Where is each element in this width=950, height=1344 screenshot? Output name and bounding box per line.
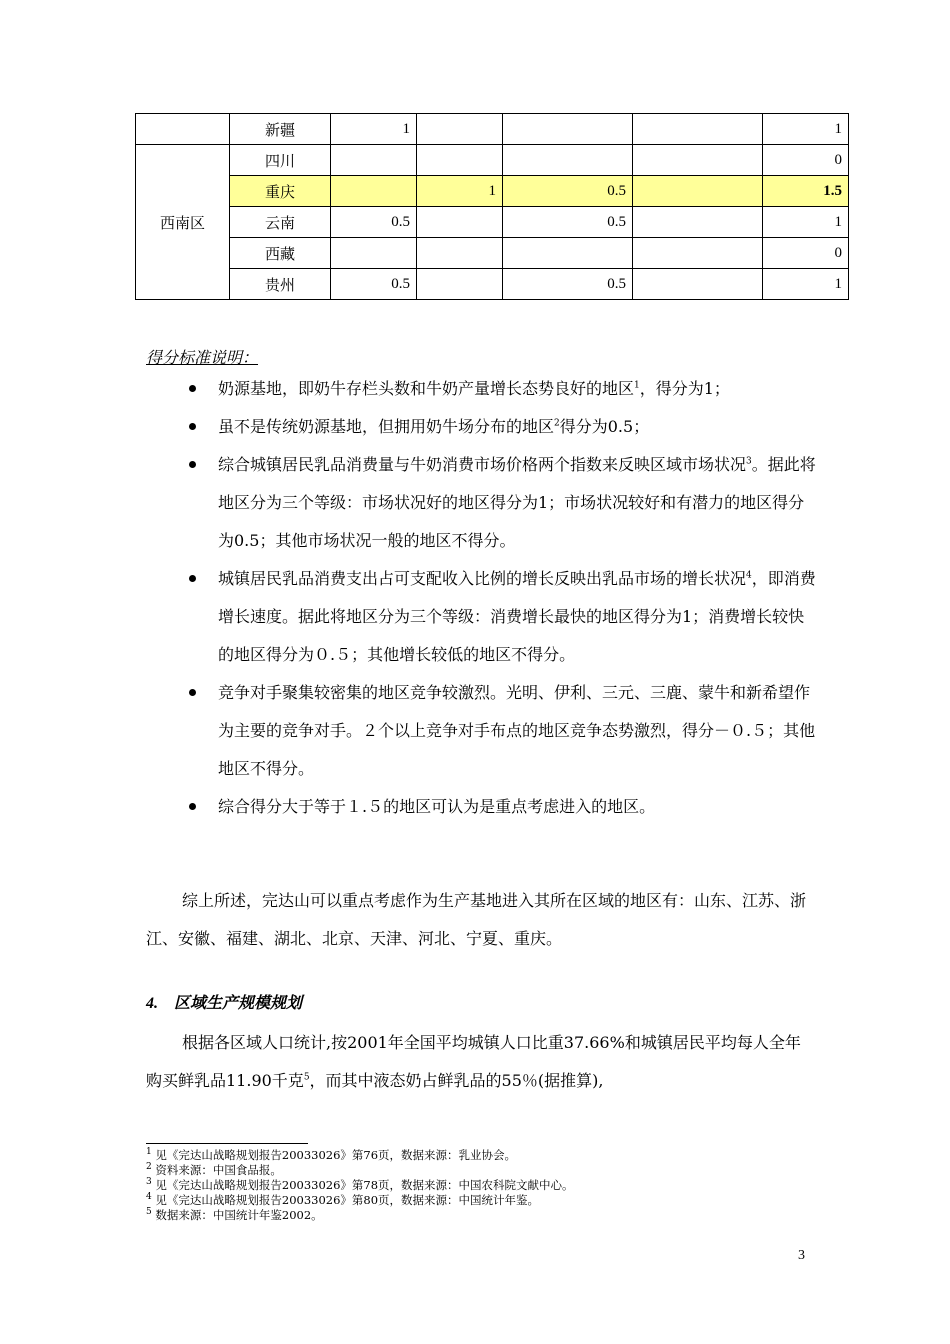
footnote-text: 见《完达山战略规划报告20033026》第78页，数据来源：中国农科院文献中心。	[151, 1178, 574, 1192]
footnote-separator	[146, 1143, 308, 1144]
list-item	[146, 408, 816, 446]
province-cell: 新疆	[230, 114, 331, 145]
table-row-highlighted	[136, 176, 849, 207]
score-cell	[417, 238, 503, 269]
footnote-ref: 4	[746, 570, 752, 581]
footnote-mark: 5	[146, 1207, 152, 1218]
table-row	[136, 207, 849, 238]
footnotes	[146, 1148, 826, 1223]
table-row	[136, 145, 849, 176]
province-cell: 云南	[230, 207, 331, 238]
total-score-cell: 1	[763, 269, 849, 300]
bullet-icon	[189, 803, 196, 810]
bullet-icon	[189, 689, 196, 696]
score-cell	[503, 238, 633, 269]
bullet-icon	[189, 385, 196, 392]
footnote-text: 资料来源：中国食品报。	[151, 1163, 282, 1177]
page-number: 3	[798, 1248, 805, 1263]
score-cell: 0.5	[331, 207, 417, 238]
table-row	[136, 238, 849, 269]
section-paragraph	[146, 1024, 816, 1100]
summary-paragraph: 综上所述，完达山可以重点考虑作为生产基地进入其所在区域的地区有：山东、江苏、浙江、安徽、福建、湖北、北京、天津、河北、宁夏、重庆。	[146, 891, 807, 948]
score-cell	[331, 145, 417, 176]
bullet-icon	[189, 423, 196, 430]
section-title	[146, 990, 302, 1013]
footnote	[146, 1193, 826, 1208]
paragraph-text: 根据各区域人口统计,按2001年全国平均城镇人口比重37.66%和城镇居民平均每人全年购买鲜乳品11.90千克	[146, 1033, 801, 1090]
bullet-icon	[189, 461, 196, 468]
bullet-text: ，得分为1；	[639, 379, 730, 398]
list-item	[146, 446, 816, 560]
score-cell	[417, 269, 503, 300]
footnote	[146, 1163, 826, 1178]
total-score-cell: 1	[763, 207, 849, 238]
criteria-list	[146, 370, 816, 826]
section-number: 4.	[146, 995, 158, 1012]
score-cell	[503, 145, 633, 176]
score-table	[135, 113, 849, 300]
list-item	[146, 560, 816, 674]
footnote-ref: 1	[634, 380, 640, 391]
footnote-text: 见《完达山战略规划报告20033026》第76页，数据来源：乳业协会。	[151, 1148, 517, 1162]
footnote	[146, 1148, 826, 1163]
footnote-text: 见《完达山战略规划报告20033026》第80页，数据来源：中国统计年鉴。	[151, 1193, 540, 1207]
region-cell	[136, 114, 230, 145]
section-title-text: 区域生产规模规划	[174, 993, 303, 1012]
paragraph-text: ，而其中液态奶占鲜乳品的55％(据推算),	[309, 1071, 604, 1090]
score-cell	[633, 269, 763, 300]
bullet-icon	[189, 575, 196, 582]
footnote	[146, 1208, 826, 1223]
list-item	[146, 370, 816, 408]
province-cell: 四川	[230, 145, 331, 176]
bullet-text: 虽不是传统奶源基地，但拥用奶牛场分布的地区	[218, 417, 555, 436]
total-score-cell: 0	[763, 238, 849, 269]
footnote-ref: 3	[746, 456, 752, 467]
bullet-text: ，即消费增长速度。据此将地区分为三个等级：消费增长最快的地区得分为1；消费增长较快的地区得分为０.５；其他增长较低的地区不得分。	[218, 569, 816, 664]
footnote-text: 数据来源：中国统计年鉴2002。	[151, 1208, 323, 1222]
score-cell: 0.5	[503, 207, 633, 238]
criteria-heading: 得分标准说明：	[146, 348, 259, 367]
score-cell	[503, 114, 633, 145]
score-cell	[331, 176, 417, 207]
score-cell	[331, 238, 417, 269]
footnote-mark: 4	[146, 1192, 152, 1203]
footnote	[146, 1178, 826, 1193]
bullet-text: 。据此将地区分为三个等级：市场状况好的地区得分为1；市场状况较好和有潜力的地区得分为0.5；其他市场状况一般的地区不得分。	[218, 455, 816, 550]
footnote-mark: 1	[146, 1147, 152, 1158]
score-cell	[633, 114, 763, 145]
province-cell: 重庆	[230, 176, 331, 207]
score-cell: 1	[417, 176, 503, 207]
score-cell	[417, 145, 503, 176]
score-cell	[633, 176, 763, 207]
score-cell: 0.5	[331, 269, 417, 300]
score-cell: 1	[331, 114, 417, 145]
footnote-ref: 2	[554, 418, 560, 429]
list-item	[146, 674, 816, 788]
total-score-cell: 1.5	[763, 176, 849, 207]
total-score-cell: 0	[763, 145, 849, 176]
score-cell	[633, 238, 763, 269]
score-cell: 0.5	[503, 269, 633, 300]
region-cell: 西南区	[136, 145, 230, 300]
bullet-text: 综合城镇居民乳品消费量与牛奶消费市场价格两个指数来反映区域市场状况	[218, 455, 747, 474]
province-cell: 西藏	[230, 238, 331, 269]
total-score-cell: 1	[763, 114, 849, 145]
bullet-text: 城镇居民乳品消费支出占可支配收入比例的增长反映出乳品市场的增长状况	[218, 569, 747, 588]
score-cell	[417, 207, 503, 238]
footnote-ref: 5	[303, 1072, 310, 1083]
bullet-text: 奶源基地，即奶牛存栏头数和牛奶产量增长态势良好的地区	[218, 379, 635, 398]
score-cell: 0.5	[503, 176, 633, 207]
province-cell: 贵州	[230, 269, 331, 300]
bullet-text: 综合得分大于等于１.５的地区可认为是重点考虑进入的地区。	[218, 797, 656, 816]
score-cell	[633, 207, 763, 238]
bullet-text: 竞争对手聚集较密集的地区竞争较激烈。光明、伊利、三元、三鹿、蒙牛和新希望作为主要的竞争对手。２个以上竞争对手布点的地区竞争态势激烈，得分－０.５；其他地区不得分。	[218, 683, 816, 778]
table-row	[136, 114, 849, 145]
table-row	[136, 269, 849, 300]
footnote-mark: 2	[146, 1162, 152, 1173]
score-cell	[417, 114, 503, 145]
list-item	[146, 788, 816, 826]
score-cell	[633, 145, 763, 176]
bullet-text: 得分为0.5；	[559, 417, 650, 436]
footnote-mark: 3	[146, 1177, 152, 1188]
